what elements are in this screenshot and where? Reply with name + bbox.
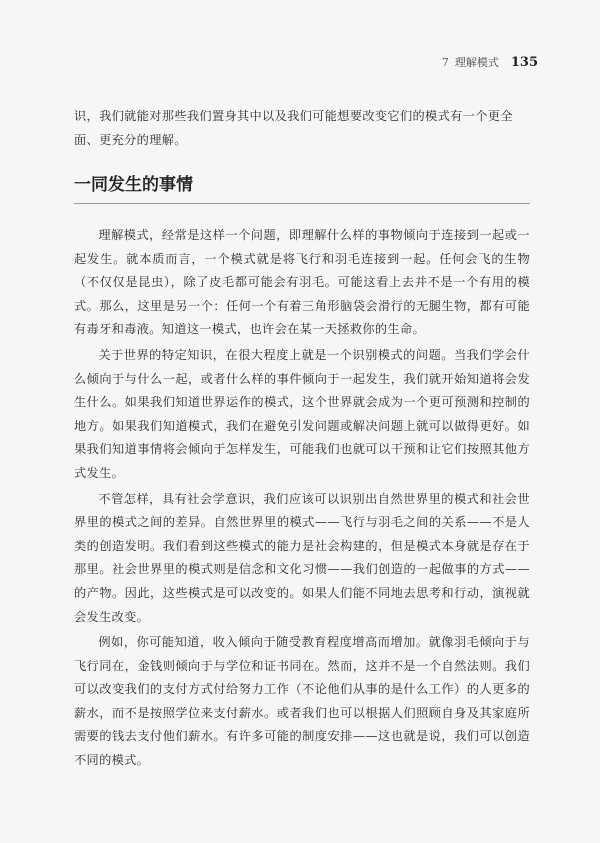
chapter-number: 7 bbox=[441, 56, 449, 69]
body-paragraph-3: 不管怎样，具有社会学意识，我们应该可以识别出自然世界里的模式和社会世界里的模式之间的差异。自然世界里的模式——飞行与羽毛之间的关系——不是人类的创造发明。我们看到这些模式的能力是社会构建的，但是模式本身就是存在于那里。社会世界里的模式则是信念和文化习惯——我们创造的一起做事的方式——的产物。因此，这些模式是可以改变的。如果人们能不同地去思考和行动，演视就会发生改变。 bbox=[74, 491, 530, 624]
intro-paragraph: 识，我们就能对那些我们置身其中以及我们可能想要改变它们的模式有一个更全面、更充分的理解。 bbox=[74, 109, 513, 147]
chapter-title: 理解模式 bbox=[454, 56, 499, 69]
body-paragraph-2: 关于世界的特定知识，在很大程度上就是一个识别模式的问题。当我们学会什么倾向于与什么一起，或者什么样的事件倾向于一起发生，我们就开始知道将会发生什么。如果我们知道世界运作的模式，这个世界就会成为一个更可预测和控制的地方。如果我们知道模式，我们在避免引发问题或解决问题上就可以做得更好。如果我们知道事情将会倾向于怎样发生，可能我们也就可以干预和让它们按照其他方式发生。 bbox=[74, 347, 530, 480]
body-paragraph-1: 理解模式，经常是这样一个问题，即理解什么样的事物倾向于连接到一起或一起发生。就本质而言，一个模式就是将飞行和羽毛连接到一起。任何会飞的生物（不仅仅是昆虫），除了皮毛都可能会有羽毛。可能这看上去并不是一个有用的模式。那么，这里是另一个：任何一个有着三角形脑袋会滑行的无腿生物，都有可能有毒牙和毒液。知道这一模式，也许会在某一天拯救你的生命。 bbox=[74, 228, 530, 337]
running-header bbox=[442, 54, 538, 70]
body-paragraph-4: 例如，你可能知道，收入倾向于随受教育程度增高而增加。就像羽毛倾向于与飞行同在，金钱则倾向于与学位和证书同在。然而，这并不是一个自然法则。我们可以改变我们的支付方式付给努力工作（不论他们从事的是什么工作）的人更多的薪水，而不是按照学位来支付薪水。或者我们也可以根据人们照顾自身及其家庭所需要的钱去支付他们薪水。有许多可能的制度安排——这也就是说，我们可以创造不同的模式。 bbox=[74, 635, 530, 768]
section-body bbox=[74, 224, 530, 775]
section-title: 一同发生的事情 bbox=[74, 175, 193, 195]
section-divider bbox=[74, 203, 530, 204]
page-number: 135 bbox=[510, 55, 538, 70]
